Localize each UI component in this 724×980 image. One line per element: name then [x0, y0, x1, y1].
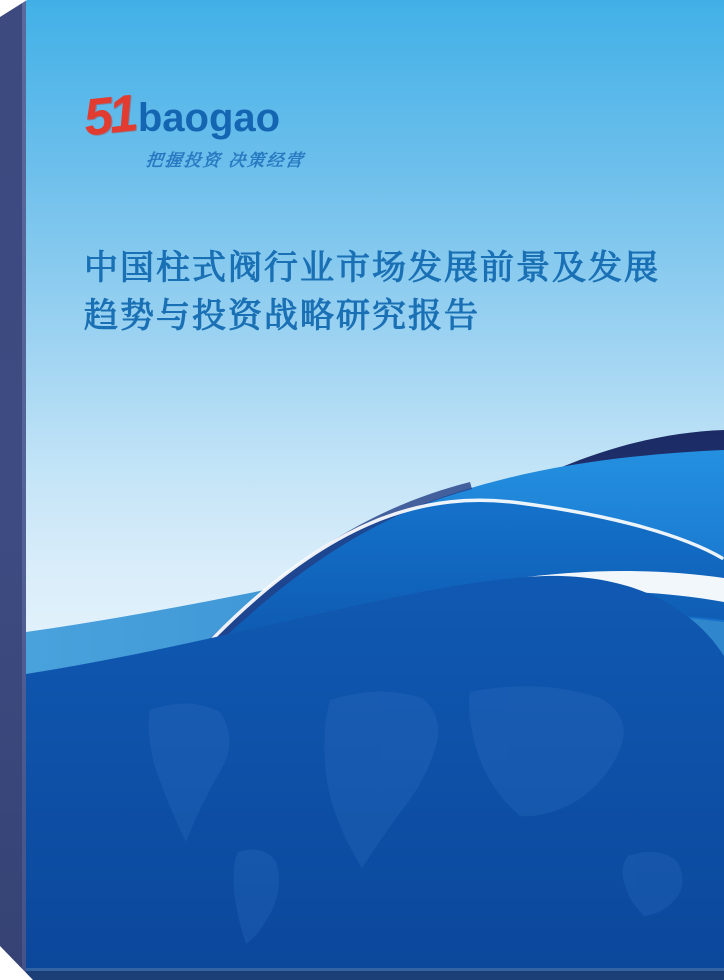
- bottom-strip: [26, 971, 724, 980]
- report-title-line2: 趋势与投资战略研究报告: [84, 297, 480, 335]
- report-title: [84, 244, 664, 340]
- corner-cut-bottom-left: [0, 946, 33, 980]
- logo: [81, 84, 306, 171]
- logo-wordmark: baogao: [137, 96, 281, 140]
- bottom-strip-line: [26, 968, 724, 971]
- logo-row: [81, 84, 305, 148]
- report-title-line1: 中国柱式阀行业市场发展前景及发展: [84, 249, 660, 287]
- logo-tagline: 把握投资 决策经营: [144, 151, 306, 170]
- corner-cut-top-left: [0, 0, 27, 17]
- logo-number: 51: [81, 84, 137, 148]
